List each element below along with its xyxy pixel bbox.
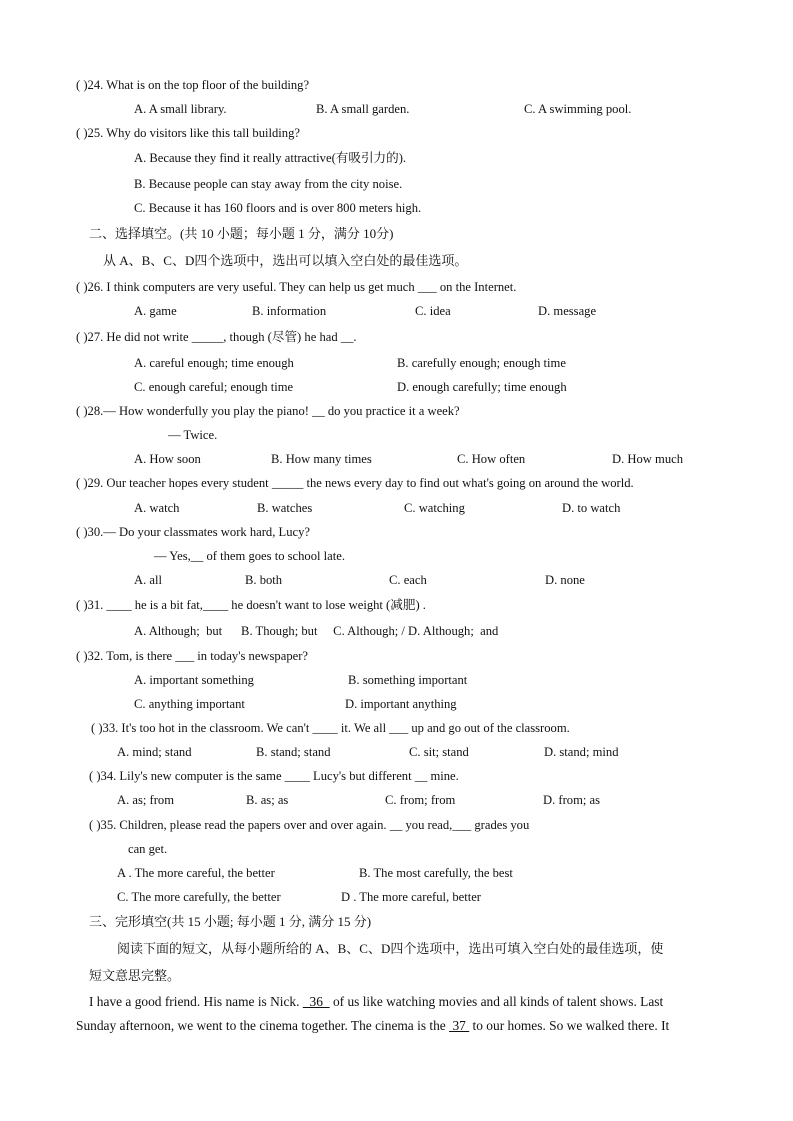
q25-option-a: A. Because they find it really attractive(有吸引力的).	[134, 151, 407, 165]
q25-stem: ( )25. Why do visitors like this tall building?	[76, 126, 300, 140]
q28-option-d: D. How much	[612, 452, 684, 466]
q28-stem: ( )28.— How wonderfully you play the piano! __ do you practice it a week?	[76, 404, 460, 418]
q33-option-b: B. stand; stand	[256, 745, 331, 759]
passage-text: of us like watching movies and all kinds of talent shows. Last	[329, 994, 664, 1009]
q29-option-b: B. watches	[257, 501, 313, 515]
section3-heading: 三、完形填空(共 15 小题; 每小题 1 分, 满分 15 分)	[89, 914, 372, 929]
passage-text: to our homes. So we walked there. It	[469, 1018, 670, 1033]
q30-option-c: C. each	[389, 573, 427, 587]
q32-option-d: D. important anything	[345, 697, 457, 711]
q24-option-a: A. A small library.	[134, 102, 227, 116]
q32-stem: ( )32. Tom, is there ___ in today's newspaper?	[76, 649, 308, 663]
passage-line-1	[89, 994, 663, 1010]
q32-option-b: B. something important	[348, 673, 468, 687]
q26-option-b: B. information	[252, 304, 327, 318]
q27-option-a: A. careful enough; time enough	[134, 356, 294, 370]
q26-option-c: C. idea	[415, 304, 451, 318]
q31-stem: ( )31. ____ he is a bit fat,____ he doesn't want to lose weight (减肥) .	[76, 598, 426, 612]
q35-stem: ( )35. Children, please read the papers over and over again. __ you read,___ grades you	[89, 818, 530, 832]
q33-option-c: C. sit; stand	[409, 745, 469, 759]
q25-option-c: C. Because it has 160 floors and is over 800 meters high.	[134, 201, 422, 215]
section3-instruction-line1: 阅读下面的短文，从每小题所给的 A、B、C、D四个选项中，选出可填入空白处的最佳选项，使	[117, 941, 664, 956]
q29-option-a: A. watch	[134, 501, 180, 515]
q27-stem: ( )27. He did not write _____, though (尽管) he had __.	[76, 330, 357, 344]
passage-line-2	[76, 1018, 669, 1034]
q30-option-b: B. both	[245, 573, 283, 587]
q33-option-a: A. mind; stand	[117, 745, 192, 759]
q32-option-c: C. anything important	[134, 697, 245, 711]
q34-option-d: D. from; as	[543, 793, 601, 807]
q35-option-b: B. The most carefully, the best	[359, 866, 513, 880]
q28-option-c: C. How often	[457, 452, 526, 466]
q28-option-a: A. How soon	[134, 452, 201, 466]
q35-stem-continued: can get.	[128, 842, 168, 856]
q25-option-b: B. Because people can stay away from the city noise.	[134, 177, 403, 191]
q28-reply: — Twice.	[168, 428, 218, 442]
q30-stem: ( )30.— Do your classmates work hard, Lucy?	[76, 525, 310, 539]
q34-option-a: A. as; from	[117, 793, 175, 807]
section2-instruction: 从 A、B、C、D四个选项中，选出可以填入空白处的最佳选项。	[103, 253, 468, 268]
q24-option-b: B. A small garden.	[316, 102, 410, 116]
cloze-blank-36: 36	[302, 994, 330, 1009]
q33-stem: ( )33. It's too hot in the classroom. We can't ____ it. We all ___ up and go out of the classroom.	[91, 721, 570, 735]
q35-option-a: A . The more careful, the better	[117, 866, 275, 880]
cloze-blank-37: 37	[449, 1018, 470, 1033]
q31-options: A. Although; but B. Though; but C. Although; / D. Although; and	[134, 624, 499, 638]
q28-option-b: B. How many times	[271, 452, 372, 466]
q32-option-a: A. important something	[134, 673, 254, 687]
q29-option-d: D. to watch	[562, 501, 621, 515]
q26-option-a: A. game	[134, 304, 177, 318]
q27-option-b: B. carefully enough; enough time	[397, 356, 566, 370]
q26-stem: ( )26. I think computers are very useful. They can help us get much ___ on the Internet.	[76, 280, 517, 294]
q27-option-c: C. enough careful; enough time	[134, 380, 294, 394]
q35-option-d: D . The more careful, better	[341, 890, 481, 904]
q30-option-a: A. all	[134, 573, 162, 587]
q33-option-d: D. stand; mind	[544, 745, 619, 759]
q26-option-d: D. message	[538, 304, 597, 318]
q27-option-d: D. enough carefully; time enough	[397, 380, 567, 394]
q24-stem: ( )24. What is on the top floor of the building?	[76, 78, 310, 92]
q24-option-c: C. A swimming pool.	[524, 102, 632, 116]
q35-option-c: C. The more carefully, the better	[117, 890, 281, 904]
q30-reply: — Yes,__ of them goes to school late.	[154, 549, 345, 563]
q34-option-c: C. from; from	[385, 793, 456, 807]
q30-option-d: D. none	[545, 573, 585, 587]
q34-stem: ( )34. Lily's new computer is the same ____ Lucy's but different __ mine.	[89, 769, 459, 783]
passage-text: I have a good friend. His name is Nick.	[89, 994, 303, 1009]
q29-option-c: C. watching	[404, 501, 465, 515]
q34-option-b: B. as; as	[246, 793, 289, 807]
q29-stem: ( )29. Our teacher hopes every student _____ the news every day to find out what's going on around the world.	[76, 476, 634, 490]
section3-instruction-line2: 短文意思完整。	[89, 968, 181, 983]
passage-text: Sunday afternoon, we went to the cinema together. The cinema is the	[76, 1018, 450, 1033]
section2-heading: 二、选择填空。(共 10 小题；每小题 1 分，满分 10分)	[89, 226, 394, 241]
